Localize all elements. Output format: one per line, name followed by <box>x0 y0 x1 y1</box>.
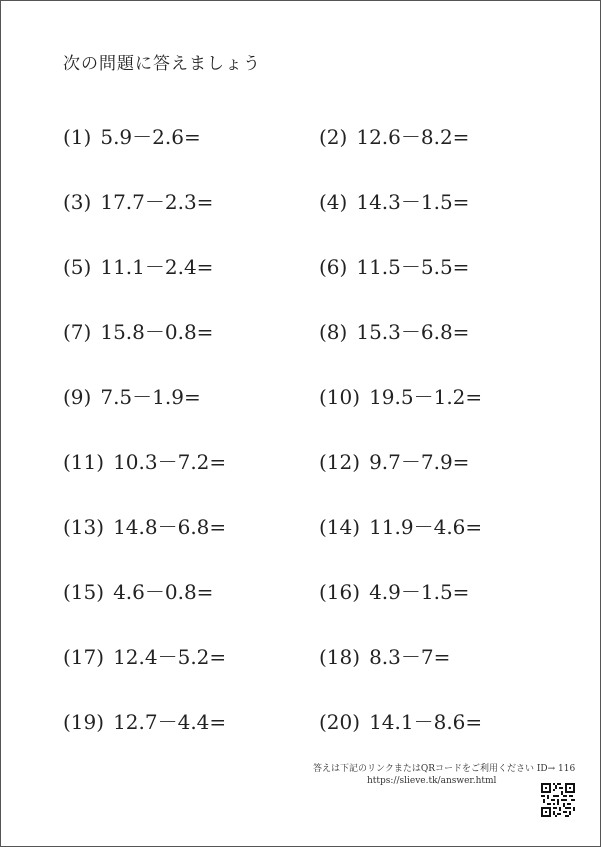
problem-expression: 19.5－1.2= <box>369 385 483 409</box>
problem-14 <box>319 511 482 540</box>
problem-6 <box>319 251 469 280</box>
problem-number: (16) <box>319 580 361 604</box>
problem-expression: 11.1－2.4= <box>100 255 214 279</box>
problem-4 <box>319 186 469 215</box>
problem-expression: 12.6－8.2= <box>356 125 470 149</box>
problem-expression: 15.8－0.8= <box>100 320 214 344</box>
problem-number: (10) <box>319 385 361 409</box>
problem-number: (17) <box>63 645 105 669</box>
problem-number: (2) <box>319 125 348 149</box>
problem-expression: 17.7－2.3= <box>100 190 214 214</box>
problem-9 <box>63 381 201 410</box>
problem-number: (3) <box>63 190 92 214</box>
problem-11 <box>63 446 226 475</box>
problem-15 <box>63 576 213 605</box>
problem-20 <box>319 706 482 735</box>
problem-number: (1) <box>63 125 92 149</box>
problem-expression: 5.9－2.6= <box>100 125 201 149</box>
problem-expression: 4.6－0.8= <box>113 580 214 604</box>
problem-number: (11) <box>63 450 105 474</box>
problem-number: (15) <box>63 580 105 604</box>
problem-number: (14) <box>319 515 361 539</box>
problem-number: (9) <box>63 385 92 409</box>
qr-code-icon[interactable] <box>541 783 575 817</box>
problem-number: (7) <box>63 320 92 344</box>
problem-13 <box>63 511 226 540</box>
problem-number: (8) <box>319 320 348 344</box>
problem-10 <box>319 381 482 410</box>
answer-link[interactable]: https://slieve.tk/answer.html <box>367 776 497 786</box>
problem-number: (19) <box>63 710 105 734</box>
page-title: 次の問題に答えましょう <box>63 54 261 74</box>
problem-expression: 14.1－8.6= <box>369 710 483 734</box>
problem-expression: 11.9－4.6= <box>369 515 483 539</box>
problem-8 <box>319 316 469 345</box>
problem-number: (4) <box>319 190 348 214</box>
problem-expression: 11.5－5.5= <box>356 255 470 279</box>
problem-number: (5) <box>63 255 92 279</box>
problem-16 <box>319 576 469 605</box>
problem-number: (6) <box>319 255 348 279</box>
problem-2 <box>319 121 469 150</box>
problem-number: (12) <box>319 450 361 474</box>
problem-19 <box>63 706 226 735</box>
problem-number: (18) <box>319 645 361 669</box>
problem-number: (13) <box>63 515 105 539</box>
problem-expression: 9.7－7.9= <box>369 450 470 474</box>
problem-expression: 4.9－1.5= <box>369 580 470 604</box>
problem-3 <box>63 186 213 215</box>
problem-expression: 12.4－5.2= <box>113 645 227 669</box>
problem-18 <box>319 641 450 670</box>
problem-expression: 14.8－6.8= <box>113 515 227 539</box>
problem-expression: 10.3－7.2= <box>113 450 227 474</box>
problem-expression: 15.3－6.8= <box>356 320 470 344</box>
problem-17 <box>63 641 226 670</box>
problem-7 <box>63 316 213 345</box>
problem-expression: 8.3－7= <box>369 645 451 669</box>
problem-5 <box>63 251 213 280</box>
problem-expression: 14.3－1.5= <box>356 190 470 214</box>
answer-note: 答えは下記のリンクまたはQRコードをご利用ください ID→ 116 <box>313 764 576 774</box>
problem-expression: 12.7－4.4= <box>113 710 227 734</box>
problem-12 <box>319 446 469 475</box>
problem-1 <box>63 121 201 150</box>
problem-number: (20) <box>319 710 361 734</box>
problem-expression: 7.5－1.9= <box>100 385 201 409</box>
